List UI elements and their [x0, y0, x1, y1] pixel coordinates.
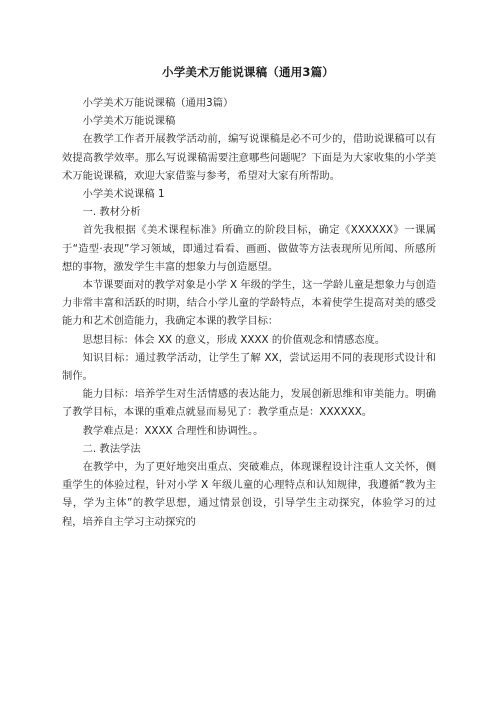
- paragraph-heading-material-analysis: 一. 教材分析: [82, 206, 141, 219]
- paragraph-thought-goal: 思想目标：体会 XX 的意义，形成 XXXX 的价值观念和情感态度。: [82, 333, 386, 346]
- paragraph-methods: 在教学中，为了更好地突出重点、突破难点，体现课程设计注重人文关怀，侧重学生的体验过程，针对小学 X 年级儿童的心理特点和认知规律，我遵循“教为主导，学为主体”的教学思想，通过情景创设，引导学生主动探究，体验学习的过程，培养自主学习主动探究的: [62, 461, 436, 528]
- paragraph-heading: 小学美术万能说课稿: [82, 115, 176, 128]
- paragraph-heading-methods: 二. 教法学法: [82, 442, 141, 455]
- paragraph-section-title: 小学美术说课稿 1: [82, 188, 165, 201]
- paragraph-ability-goal: 能力目标：培养学生对生活情感的表达能力，发展创新思维和审美能力。明确了教学目标，本课的重难点就显而易见了：教学重点是：XXXXXX。: [62, 388, 436, 419]
- document-title: 小学美术万能说课稿（通用3篇）: [162, 65, 334, 79]
- document-body: [62, 94, 436, 531]
- paragraph-knowledge-goal: 知识目标：通过教学活动，让学生了解 XX，尝试运用不同的表现形式设计和制作。: [62, 351, 436, 383]
- paragraph-subtitle: 小学美术万能说课稿（通用3篇）: [82, 97, 234, 109]
- paragraph-difficulty: 教学难点是：XXXX 合理性和协调性。。: [82, 424, 264, 437]
- paragraph-material-analysis: 首先我根据《美术课程标准》所确立的阶段目标，确定《XXXXXX》一课属于“造型·表现”学习领域，即通过看看、画画、做做等方法表现所见所闻、所感所想的事物，激发学生丰富的想象力与创造愿望。: [62, 224, 436, 273]
- paragraph-intro: 在教学工作者开展教学活动前，编写说课稿是必不可少的，借助说课稿可以有效提高教学效率。那么写说课稿需要注意哪些问题呢？下面是为大家收集的小学美术万能说课稿，欢迎大家借鉴与参考，希望对大家有所帮助。: [62, 133, 436, 182]
- paragraph-teaching-object: 本节课要面对的教学对象是小学 X 年级的学生，这一学龄儿童是想象力与创造力非常丰富和活跃的时期，结合小学儿童的学龄特点，本着使学生提高对美的感受能力和艺术创造能力，我确定本课的教学目标：: [62, 279, 436, 328]
